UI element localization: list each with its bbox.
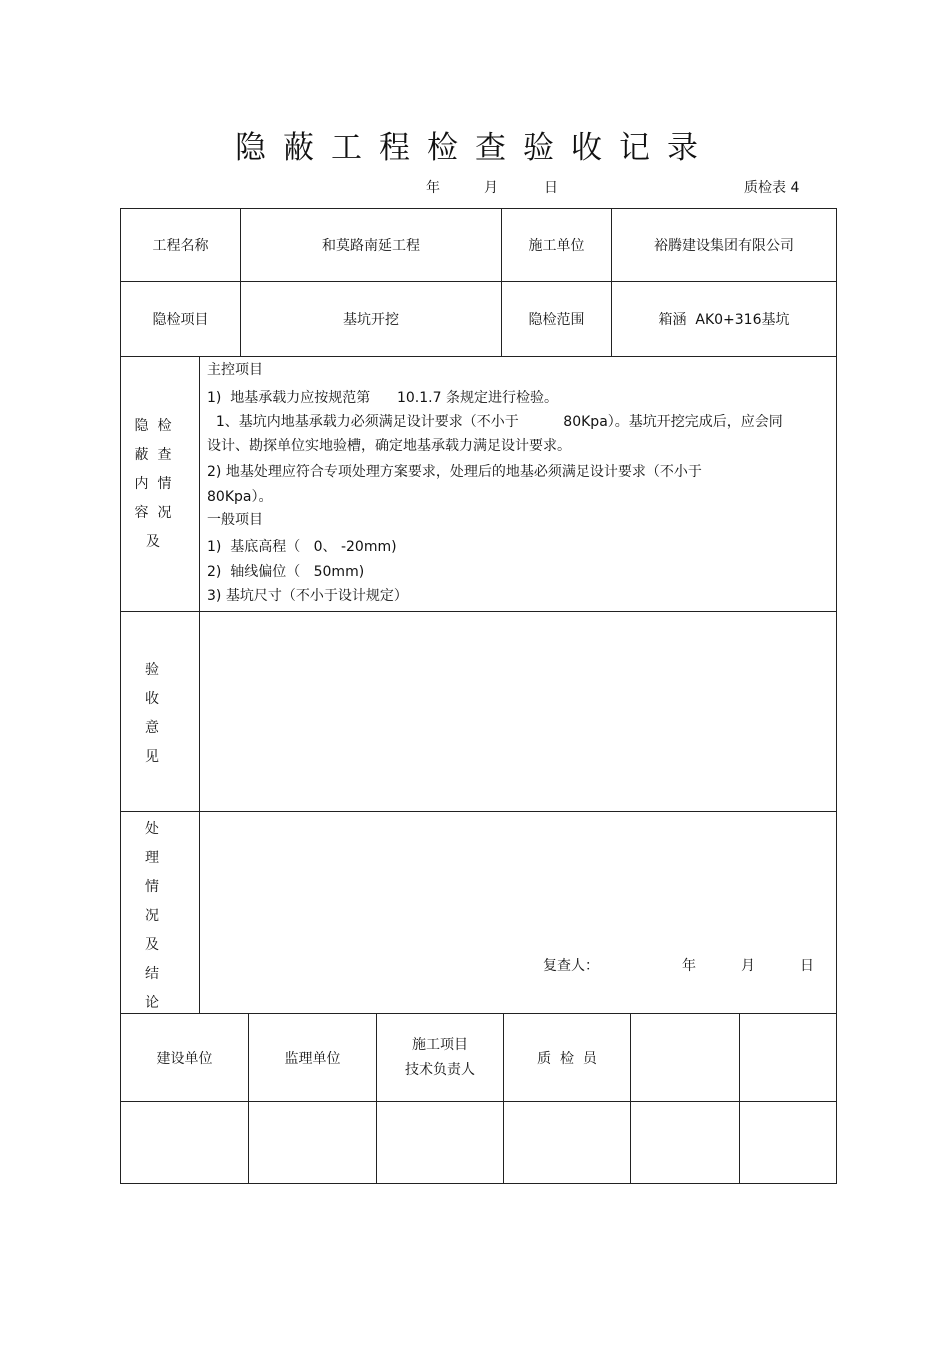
content-label-line: 蔽 查 — [134, 447, 172, 463]
sign-contractor-tech-label — [376, 1013, 504, 1102]
handling-label-char: 处 — [145, 821, 159, 837]
content-line: 2) 地基处理应符合专项处理方案要求，处理后的地基必须满足设计要求（不小于 — [207, 464, 702, 480]
inspection-item-text: 基坑开挖 — [343, 312, 399, 328]
header-year: 年 — [426, 180, 440, 196]
content-label-line: 内 情 — [134, 476, 172, 492]
sign-owner-label — [120, 1013, 249, 1102]
content-label-line: 隐 检 — [134, 418, 172, 434]
content-side-label — [121, 412, 185, 557]
label-contractor — [501, 208, 612, 282]
content-line: 1) 基底高程（ 0、 -20mm) — [207, 539, 397, 555]
handling-day: 日 — [800, 958, 814, 974]
handling-side-label-cell — [120, 811, 200, 1014]
label-inspection-scope — [501, 281, 612, 357]
label-inspection-scope-text: 隐检范围 — [528, 312, 585, 328]
form-number: 质检表 4 — [744, 180, 800, 196]
sign-contractor-tech-line2: 技术负责人 — [405, 1061, 475, 1078]
sign-blank-field[interactable] — [630, 1101, 740, 1184]
inspection-scope-text: 箱涵 AK0+316基坑 — [658, 312, 790, 328]
sign-owner-field[interactable] — [120, 1101, 249, 1184]
sign-contractor-tech-field[interactable] — [376, 1101, 504, 1184]
handling-label-char: 情 — [145, 879, 159, 895]
content-line: 设计、勘探单位实地验槽，确定地基承载力满足设计要求。 — [207, 438, 571, 454]
header-month: 月 — [484, 180, 498, 196]
acceptance-label-char: 意 — [145, 720, 159, 736]
sign-supervisor-label — [248, 1013, 377, 1102]
project-name-text: 和莫路南延工程 — [322, 238, 420, 254]
handling-label-char: 况 — [145, 908, 159, 924]
reviewer-label: 复查人： — [543, 958, 599, 974]
sign-inspector-label — [503, 1013, 631, 1102]
sign-blank-cell — [739, 1013, 837, 1102]
sign-owner-text: 建设单位 — [156, 1050, 213, 1067]
acceptance-label-char: 见 — [145, 749, 159, 765]
content-cell — [199, 356, 837, 612]
sign-inspector-field[interactable] — [503, 1101, 631, 1184]
handling-label-char: 理 — [145, 850, 159, 866]
handling-month: 月 — [741, 958, 755, 974]
handling-conclusion-cell — [199, 811, 837, 1014]
content-line: 1、基坑内地基承载力必须满足设计要求（不小于 80Kpa）。基坑开挖完成后，应会同 — [207, 414, 783, 430]
handling-label-char: 论 — [145, 995, 159, 1011]
content-line: 2) 轴线偏位（ 50mm) — [207, 564, 365, 580]
acceptance-label-char: 收 — [145, 691, 159, 707]
project-name — [240, 208, 502, 282]
sign-blank-field[interactable] — [739, 1101, 837, 1184]
label-contractor-text: 施工单位 — [528, 238, 585, 254]
sign-supervisor-field[interactable] — [248, 1101, 377, 1184]
page-title: 隐蔽工程检查验收记录 — [235, 130, 715, 166]
content-line: 3) 基坑尺寸（不小于设计规定） — [207, 588, 408, 604]
content-line: 主控项目 — [207, 362, 263, 378]
acceptance-side-label — [121, 656, 183, 772]
content-line: 80Kpa）。 — [207, 489, 273, 505]
sign-supervisor-text: 监理单位 — [284, 1050, 341, 1067]
acceptance-label-char: 验 — [145, 662, 159, 678]
acceptance-side-label-cell — [120, 611, 200, 812]
contractor-name — [611, 208, 837, 282]
sign-contractor-tech-line1: 施工项目 — [412, 1036, 468, 1053]
handling-year: 年 — [682, 958, 696, 974]
content-line: 一般项目 — [207, 512, 263, 528]
handling-label-char: 结 — [145, 966, 159, 982]
handling-label-char: 及 — [145, 937, 159, 953]
label-inspection-item — [120, 281, 241, 357]
label-project-name — [120, 208, 241, 282]
sign-blank-cell — [630, 1013, 740, 1102]
header-day: 日 — [544, 180, 558, 196]
content-label-line: 容 况 — [134, 505, 172, 521]
label-inspection-item-text: 隐检项目 — [152, 312, 209, 328]
inspection-item — [240, 281, 502, 357]
handling-side-label — [121, 815, 183, 1018]
content-line: 1) 地基承载力应按规范第 10.1.7 条规定进行检验。 — [207, 390, 558, 406]
content-label-line: 及 — [146, 534, 160, 550]
inspection-scope — [611, 281, 837, 357]
acceptance-opinion-cell — [199, 611, 837, 812]
contractor-name-text: 裕腾建设集团有限公司 — [654, 238, 794, 254]
label-project-name-text: 工程名称 — [152, 238, 209, 254]
sign-inspector-text: 质 检 员 — [537, 1050, 597, 1067]
content-side-label-cell — [120, 356, 200, 612]
